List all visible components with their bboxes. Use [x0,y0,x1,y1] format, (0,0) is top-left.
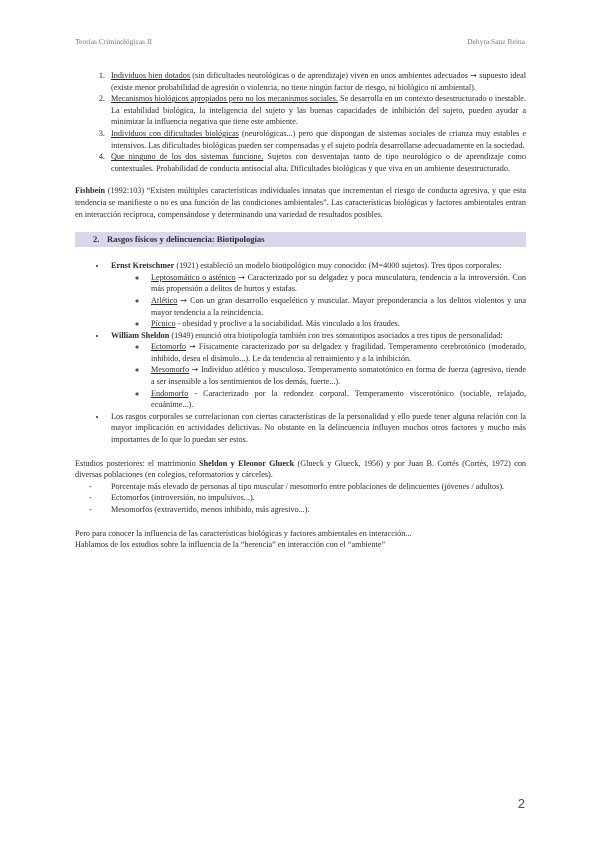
sub-term: Atlético [151,295,178,305]
sub-item [147,318,526,330]
section-title: Rasgos físicos y delincuencia: Biotipologías [107,234,265,245]
sub-term: Ectomorfo [151,342,187,352]
section-number: 2. [93,234,100,245]
list-item-kretschmer [107,260,526,330]
sheldon-sublist [111,341,526,411]
sub-text: - Caracterizado por la redondez corporal. Temperamento viscerotónico (sociable, relajado, ecuánime...). [151,388,526,410]
sub-item [147,295,526,318]
sub-text: - obesidad y proclive a la sociabilidad. Más vinculado a los fraudes. [175,319,400,329]
list-item-sheldon [107,330,526,411]
sub-text: ➞ Físicamente caracterizado por su delgadez y fragilidad. Temperamento cerebrotónico (moderado, inhibido, desea el disimulo...). Le da tendencia al retraimiento y a la inhibición. [151,342,526,363]
header-author: Dehyra Sanz Reina [467,37,525,46]
numbered-list [75,70,526,174]
sub-term: Pícnico [151,319,176,329]
sub-item [147,341,526,364]
fishbein-paragraph [75,185,526,220]
sub-item [147,272,526,295]
list-item [107,151,526,174]
list-item [107,93,526,128]
dash-item: - Ectomorfos (introversión, no impulsivos...). [107,492,526,504]
estudios-text: (Glueck y Glueck, 1956) y por Juan B. Cortés (Cortés, 1972) con diversas poblaciones (en colegios, reformatorios y cárceles). [75,458,527,480]
fishbein-name: Fishbein [75,186,106,196]
fishbein-text: (1992:103) “Existen múltiples características individuales innatas que incrementan el riesgo de conducta agresiva, y que esta tendencia se manifieste o no es una función de las condiciones ambientales”. Las características biológicas y factores ambientales entran en interacción recíproca, compensándose y determinando una variedad de resultados posibles. [75,186,526,219]
item-text: (neurológicas...) pero que dispongan de sistemas sociales de crianza muy estables e intensivos. Las dificultades biológicas pueden ser compensadas y el sujeto podría desarrollarse adecuadamente en la sociedad. [111,128,527,150]
item-text: Sujetos con desventajas tanto de tipo neurológico o de aprendizaje como contextuales. Probabilidad de conducta antisocial alta. Dificultades biológicas y que viva en un ambiente desestructurado. [111,152,526,173]
list-item-correlation: • Los rasgos corporales se correlacionan con ciertas características de la personalidad y ello puede tener alguna relación con la mayor implicación en actividades delictivas. No obstante en la delincuencia influyen muchos otros factores y mucho más importantes de lo que lo puedan ser estos. [107,411,526,446]
page-content [75,70,526,551]
bullet-list [75,260,526,446]
item-lead: Individuos con dificultades biológicas [111,128,239,138]
kretschmer-sublist [111,272,526,330]
list-item [107,70,526,93]
item-text: (sin dificultades neurológicas o de aprendizaje) viven en unos ambientes adecuados ➞ supuesto ideal (existe menor probabilidad de agresión o violencia, no tiene ningún factor de riesgo, ni biológico ni ambiental). [111,71,526,92]
sub-term: Endomorfo [151,388,189,398]
item-lead: Individuos bien dotados [111,71,191,80]
sub-text: ➞ Individuo atlético y musculoso. Temperamento somatotónico en forma de fuerza (agresivo, tiende a ser insensible a los sentimientos de los demás, fuerte...). [151,365,526,387]
kretschmer-name: Ernst Kretschmer [111,261,175,271]
sub-text: ➞ Con un gran desarrollo esquelético y muscular. Mayor preponderancia a los delitos violentos y una mayor tendencia a la reincidencia. [151,295,526,317]
dash-item: - Porcentaje más elevado de personas al tipo muscular / mesomorfo entre poblaciones de delincuentes (jóvenes / adultos). [107,481,526,493]
header-course-title: Teorías Criminológicas II [75,37,152,46]
glueck-names: Sheldon y Eleonor Glueck [199,458,295,468]
item-lead: Mecanismos biológicos apropiados pero no los mecanismos sociales. [111,94,338,104]
list-item [107,128,526,151]
sub-term: Mesomorfo [151,365,190,375]
item-text: Se desarrolla en un contexto desestructurado o inestable. La estabilidad biológica, la inteligencia del sujeto y las buenas capacidades de inhibición del sujeto, pueden ayudar a minimizar la influencia negativa que tiene este ambiente. [111,94,526,127]
estudios-pre: Estudios posteriores: el matrimonio [75,458,200,468]
dash-item: - Mesomorfos (extravertido, menos inhibido, más agresivo...). [107,504,526,516]
sub-term: Leptosomático o asténico [151,272,236,282]
closing-paragraph [75,528,526,551]
estudios-paragraph [75,458,526,481]
item-lead: Que ninguno de los dos sistemas funcione. [111,152,264,162]
section-heading [75,232,526,247]
sub-text: ➞ Caracterizado por su delgadez y poca musculatura, tendencia a la introversión. Con más propensión a delitos de hurtos y estafas. [151,272,526,294]
sheldon-name: William Sheldon [111,330,170,340]
dash-list [75,481,526,516]
closing-line: Hablamos de los estudios sobre la influencia de la “herencia” en interacción con el “ambiente” [75,540,386,550]
closing-line: Pero para conocer la influencia de las características biológicas y factores ambientales en interacción... [75,528,412,538]
page-number: 2 [517,796,525,811]
sheldon-text: (1949) enunció otra biotipología también con tres somatotipos asociados a tres tipos de personalidad: [169,330,503,340]
sub-item [147,388,526,411]
sub-item [147,364,526,387]
kretschmer-text: (1921) estableció un modelo biotipológico muy conocido: (M=4000 sujetos). Tres tipos corporales: [174,261,502,271]
